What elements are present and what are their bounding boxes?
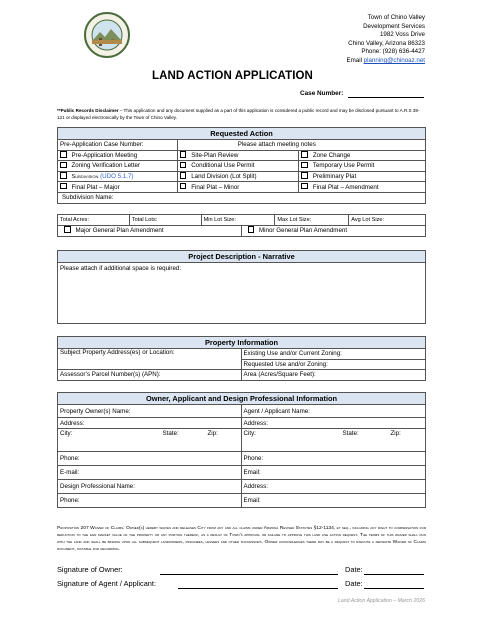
option-label: Pre-Application Meeting — [71, 151, 138, 159]
form-footer: Land Action Application – March 2026 — [338, 598, 425, 604]
town-seal-logo — [84, 12, 130, 58]
disclaimer-text: – This application and any document supplied as a part of this application is considered a public record and may be disclosed pursuant to A.R.S 39-121 or displayed electronically by the Town of Chino Valley. — [57, 108, 420, 120]
option-label: Minor General Plan Amendment — [259, 227, 348, 235]
address-line1: Town of Chino Valley — [367, 14, 425, 21]
checkbox[interactable] — [64, 226, 71, 233]
public-records-disclaimer — [57, 107, 427, 121]
address-email — [265, 57, 425, 66]
zip-label: Zip: — [390, 430, 401, 437]
design-professional-email-field[interactable]: Email: — [241, 494, 425, 508]
pre-app-note: Please attach meeting notes — [177, 140, 425, 151]
option-label: Land Division (Lot Split) — [191, 173, 257, 181]
design-professional-phone-field[interactable]: Phone: — [58, 494, 242, 508]
option-preliminary-plat[interactable] — [299, 171, 426, 182]
agent-applicant-name-field[interactable]: Agent / Applicant Name: — [241, 405, 425, 418]
option-final-plat-amendment[interactable] — [299, 182, 426, 193]
option-label: Major General Plan Amendment — [75, 227, 164, 235]
checkbox[interactable] — [180, 172, 187, 179]
option-label: Subdivision — [71, 174, 99, 181]
checkbox[interactable] — [60, 172, 67, 179]
case-number-field[interactable] — [348, 97, 424, 98]
option-label: Zone Change — [312, 151, 351, 159]
option-label: Final Plat – Amendment — [312, 183, 379, 191]
option-major-gp-amendment[interactable] — [58, 226, 242, 237]
address-line4: Chino Valley, Arizona 86323 — [348, 39, 425, 47]
department-address — [265, 14, 425, 66]
checkbox[interactable] — [301, 183, 308, 190]
option-site-plan-review[interactable] — [177, 150, 299, 161]
option-label: Conditional Use Permit — [191, 162, 255, 170]
narrative-field[interactable] — [58, 263, 426, 324]
existing-use-zoning-field[interactable]: Existing Use and/or Current Zoning: — [241, 349, 425, 360]
total-acres-field[interactable]: Total Acres: — [58, 215, 130, 226]
agent-date-field[interactable] — [364, 588, 424, 589]
checkbox[interactable] — [60, 162, 67, 169]
option-temporary-use-permit[interactable] — [299, 161, 426, 172]
owner-date-label: Date: — [345, 565, 363, 574]
checkbox[interactable] — [60, 183, 67, 190]
requested-action-header: Requested Action — [58, 128, 426, 140]
prop-207-waiver: Proposition 207 Waiver of Claims: Owner(s) hereby waives and releases City from any and all claims under Arizona Revised Statutes §12-1134, et seq., including any right to compensation for reduction to the fair market value of the property or any portion thereof, as a result of Town’s approval or failure to approve this land use action request. The terms of this waiver shall run with the land and shall be binding upon all subsequent landowners, assignees, lessees and other successors. Owner acknowledges there may be a request to execute a separate Waiver of Claims document, suitable for recording. — [57, 526, 426, 552]
zip-label: Zip: — [207, 430, 218, 437]
email-link[interactable]: planning@chinoaz.net — [363, 56, 425, 64]
pre-app-case-number-field[interactable]: Pre-Application Case Number: — [58, 140, 178, 151]
option-final-plat-minor[interactable] — [177, 182, 299, 193]
property-info-header: Property Information — [58, 337, 426, 349]
area-field[interactable]: Area (Acres/Square Feet): — [241, 370, 425, 381]
apn-field[interactable]: Assessor’s Parcel Number(s) (APN): — [58, 370, 242, 381]
agent-signature-field[interactable] — [178, 588, 338, 589]
owner-applicant-table — [57, 392, 426, 508]
option-label: Preliminary Plat — [312, 173, 357, 181]
agent-address-field[interactable]: Address: — [241, 418, 425, 429]
avg-lot-size-field[interactable]: Avg Lot Size: — [349, 215, 426, 226]
checkbox[interactable] — [301, 162, 308, 169]
address-line3: 1982 Voss Drive — [379, 31, 425, 39]
option-pre-application-meeting[interactable] — [58, 150, 178, 161]
requested-action-table — [57, 127, 426, 204]
owner-email-field[interactable]: E-mail: — [58, 466, 242, 480]
property-info-table — [57, 336, 426, 381]
owner-applicant-header: Owner, Applicant and Design Professional Information — [58, 393, 426, 405]
subject-property-address-field[interactable]: Subject Property Address(es) or Location: — [58, 349, 242, 370]
state-label: State: — [342, 430, 359, 437]
option-final-plat-major[interactable] — [58, 182, 178, 193]
general-plan-table — [57, 225, 426, 237]
subdivision-name-field[interactable]: Subdivision Name: — [58, 192, 426, 203]
owner-city-state-zip[interactable] — [58, 429, 242, 452]
narrative-table — [57, 250, 426, 324]
option-label: Final Plat – Minor — [191, 183, 240, 191]
address-line2: Development Services — [363, 22, 425, 30]
property-owner-name-field[interactable]: Property Owner(s) Name: — [58, 405, 242, 418]
option-land-division[interactable] — [177, 171, 299, 182]
checkbox[interactable] — [248, 226, 255, 233]
option-label: Final Plat – Major — [71, 183, 120, 191]
agent-city-state-zip[interactable] — [241, 429, 425, 452]
email-label: Email — [346, 56, 364, 64]
checkbox[interactable] — [60, 151, 67, 158]
agent-phone-field[interactable]: Phone: — [241, 452, 425, 466]
owner-signature-label: Signature of Owner: — [57, 565, 123, 574]
option-zoning-verification-letter[interactable] — [58, 161, 178, 172]
max-lot-size-field[interactable]: Max Lot Size: — [275, 215, 349, 226]
agent-date-label: Date: — [345, 579, 363, 588]
checkbox[interactable] — [301, 151, 308, 158]
page-title: LAND ACTION APPLICATION — [152, 70, 313, 82]
design-professional-name-field[interactable]: Design Professional Name: — [58, 480, 242, 494]
case-number-label: Case Number: — [300, 90, 344, 97]
option-subdivision[interactable] — [58, 171, 178, 182]
owner-address-field[interactable]: Address: — [58, 418, 242, 429]
option-zone-change[interactable] — [299, 150, 426, 161]
checkbox[interactable] — [180, 183, 187, 190]
agent-signature-label: Signature of Agent / Applicant: — [57, 579, 157, 588]
agent-email-field[interactable]: Email: — [241, 466, 425, 480]
option-label: Temporary Use Permit — [312, 162, 375, 170]
city-label: City: — [243, 430, 256, 437]
address-phone: Phone: (928) 636-4427 — [361, 48, 425, 56]
requested-use-zoning-field[interactable]: Requested Use and/or Zoning: — [241, 359, 425, 370]
disclaimer-bold: **Public Records Disclaimer — [57, 108, 119, 113]
option-conditional-use-permit[interactable] — [177, 161, 299, 172]
city-label: City: — [60, 430, 73, 437]
subdivision-reference: (UDO 5.1.7) — [100, 173, 134, 181]
narrative-note: Please attach if additional space is required: — [60, 265, 182, 272]
owner-date-field[interactable] — [364, 574, 424, 575]
option-minor-gp-amendment[interactable] — [241, 226, 426, 237]
narrative-header: Project Description - Narrative — [58, 251, 426, 263]
owner-phone-field[interactable]: Phone: — [58, 452, 242, 466]
option-label: Site-Plan Review — [191, 151, 239, 159]
state-label: State: — [162, 430, 179, 437]
min-lot-size-field[interactable]: Min Lot Size: — [201, 215, 275, 226]
design-professional-address-field[interactable]: Address: — [241, 480, 425, 494]
option-label: Zoning Verification Letter — [71, 162, 140, 170]
total-lots-field[interactable]: Total Lots: — [129, 215, 201, 226]
checkbox[interactable] — [180, 162, 187, 169]
checkbox[interactable] — [180, 151, 187, 158]
checkbox[interactable] — [301, 172, 308, 179]
lot-stats-table — [57, 214, 426, 226]
owner-signature-field[interactable] — [160, 574, 338, 575]
